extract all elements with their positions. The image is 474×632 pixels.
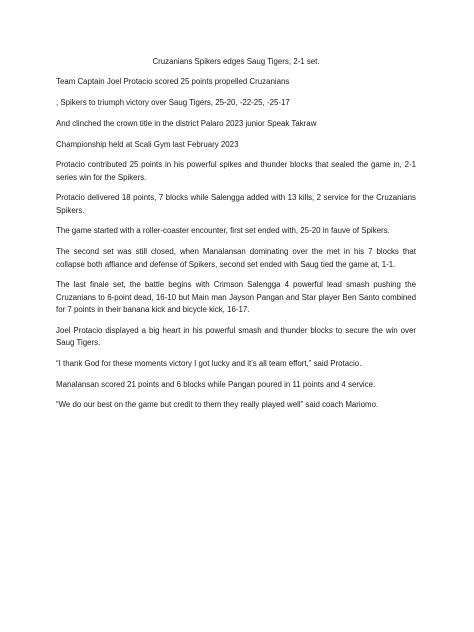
paragraph: And clinched the crown title in the district Palaro 2023 junior Speak Takraw	[56, 118, 317, 128]
paragraph: The game started with a roller-coaster encounter, first set ended with, 25-20 in fauve of Spikers.	[56, 226, 390, 236]
paragraph: , Spikers to triumph victory over Saug Tigers, 25-20, -22-25, -25-17	[56, 98, 290, 108]
paragraph: The last finale set, the battle begins with Crimson Salengga 4 powerful lead smash pushing the Cruzanians to 6-point dead, 16-10 but Main man Jayson Pangan and Star player Ben Santo combined for 7 points in their banana kick and bicycle kick, 16-17.	[56, 280, 416, 315]
paragraph: Championship held at Scali Gym last February 2023	[56, 139, 239, 149]
paragraph: Protacio delivered 18 points, 7 blocks while Salengga added with 13 kills, 2 service for the Cruzanians Spikers.	[56, 193, 416, 215]
paragraph: Protacio contributed 25 points in his powerful spikes and thunder blocks that sealed the game in, 2-1 series win for the Spikers.	[56, 160, 416, 182]
article-body	[56, 56, 416, 420]
paragraph: Manalansan scored 21 points and 6 blocks while Pangan poured in 11 points and 4 service.	[56, 379, 376, 389]
paragraph: The second set was still closed, when Manalansan dominating over the met in his 7 blocks that collapse both affiance and defense of Spikers, second set ended with Saug tied the game at, 1-1.	[56, 247, 416, 269]
quote-paragraph: “I thank God for these moments victory I got lucky and it’s all team effort,” said Protacio.	[56, 358, 362, 368]
article-title: Cruzanians Spikers edges Saug Tigers, 2-1 set.	[152, 57, 320, 66]
quote-paragraph: “We do our best on the game but credit to them they really played well” said coach Mariomo.	[56, 400, 379, 410]
paragraph: Team Captain Joel Protacio scored 25 points propelled Cruzanians	[56, 77, 290, 87]
paragraph: Joel Protacio displayed a big heart in his powerful smash and thunder blocks to secure the win over Saug Tigers.	[56, 325, 416, 348]
